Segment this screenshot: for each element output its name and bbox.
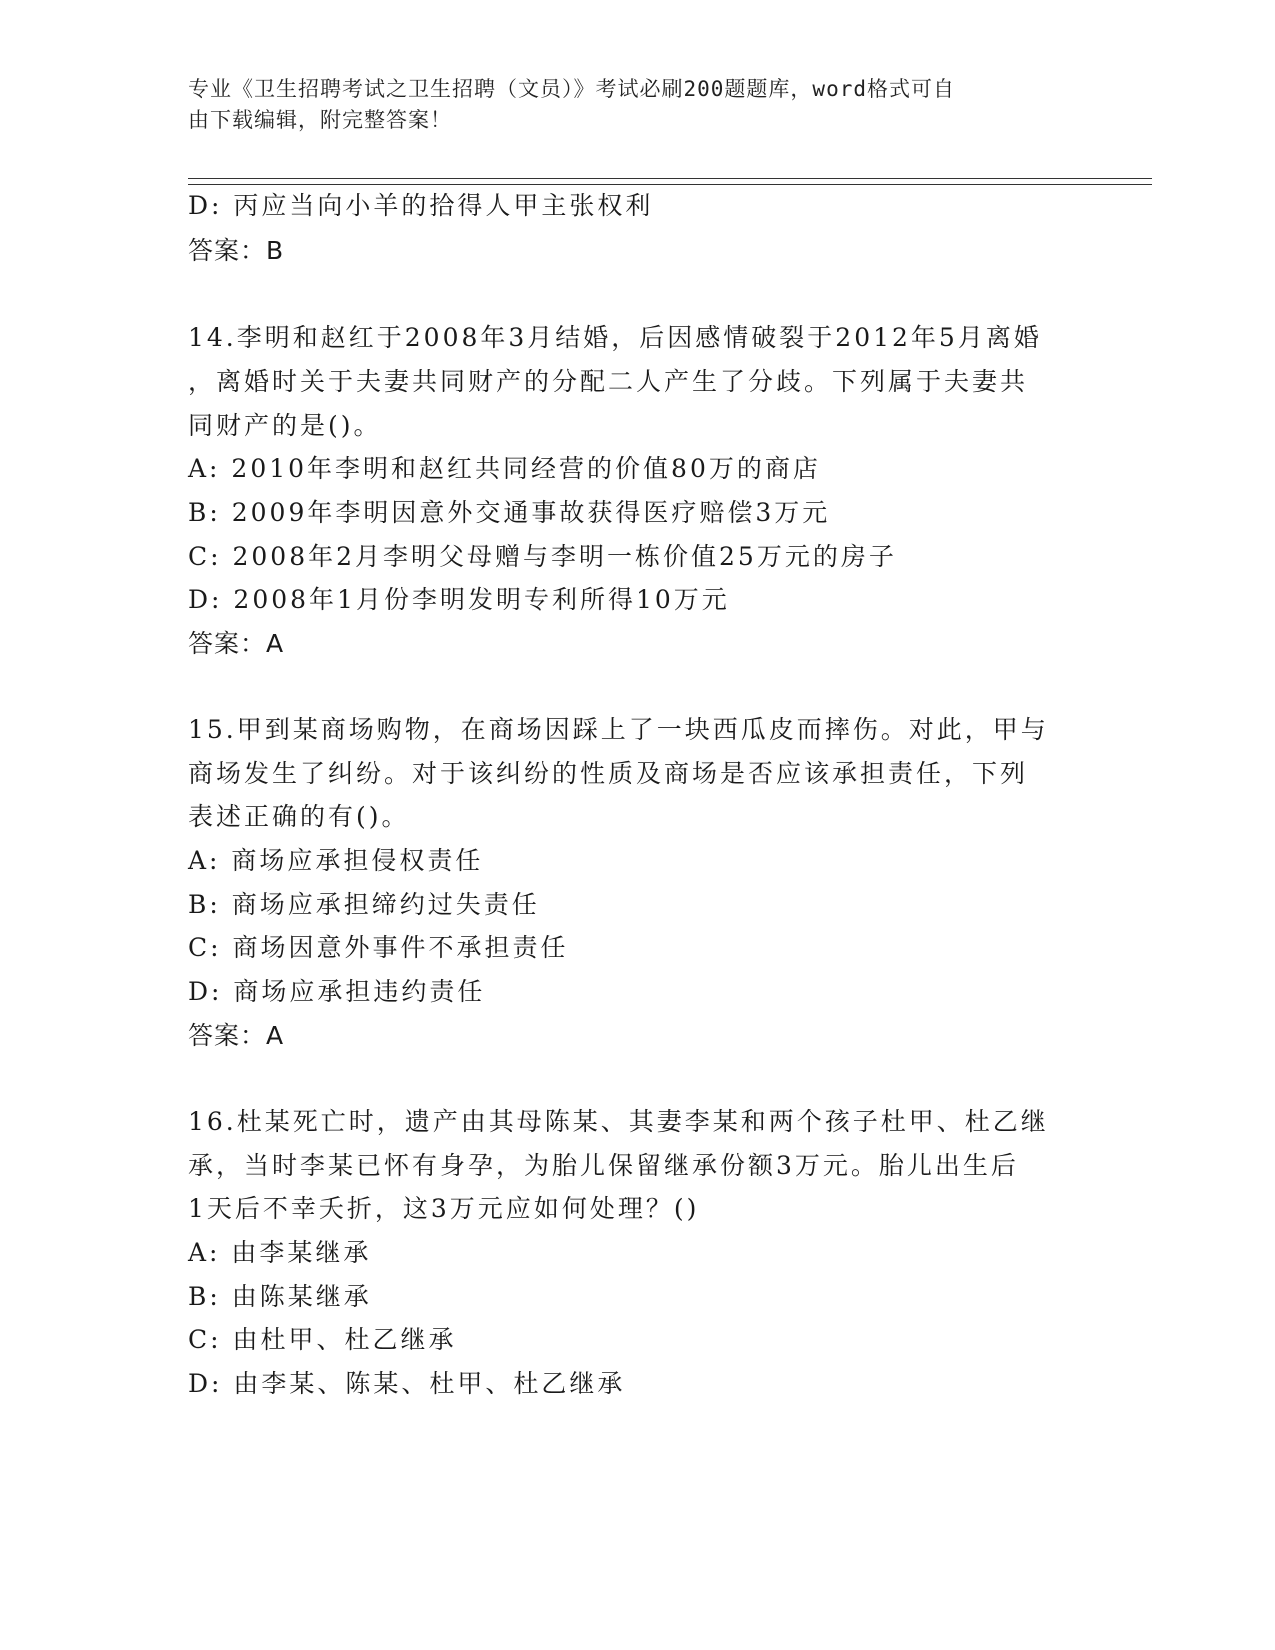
q15-option-c: C: 商场因意外事件不承担责任 bbox=[188, 933, 569, 962]
q13-option-d: D: 丙应当向小羊的拾得人甲主张权利 bbox=[188, 191, 654, 220]
q16-stem-line-1: 16.杜某死亡时，遗产由其母陈某、其妻李某和两个孩子杜甲、杜乙继 bbox=[188, 1107, 1049, 1136]
q13-answer: 答案：B bbox=[188, 236, 285, 265]
q15-answer: 答案：A bbox=[188, 1021, 285, 1050]
document-header bbox=[188, 74, 1068, 136]
q14-option-b: B: 2009年李明因意外交通事故获得医疗赔偿3万元 bbox=[188, 498, 831, 527]
q14-stem-line-1: 14.李明和赵红于2008年3月结婚，后因感情破裂于2012年5月离婚 bbox=[188, 323, 1042, 352]
q16-stem-line-2: 承，当时李某已怀有身孕，为胎儿保留继承份额3万元。胎儿出生后 bbox=[188, 1151, 1019, 1180]
q15-stem-line-1: 15.甲到某商场购物，在商场因踩上了一块西瓜皮而摔伤。对此，甲与 bbox=[188, 715, 1049, 744]
q15-option-d: D: 商场应承担违约责任 bbox=[188, 977, 486, 1006]
q15-stem-line-3: 表述正确的有()。 bbox=[188, 802, 410, 831]
header-line-1: 专业《卫生招聘考试之卫生招聘（文员）》考试必刷200题题库，word格式可自 bbox=[188, 77, 955, 101]
q14-option-d: D: 2008年1月份李明发明专利所得10万元 bbox=[188, 585, 730, 614]
q16-option-a: A: 由李某继承 bbox=[188, 1238, 372, 1267]
q14-option-c: C: 2008年2月李明父母赠与李明一栋价值25万元的房子 bbox=[188, 542, 897, 571]
q14-stem-line-2: ，离婚时关于夫妻共同财产的分配二人产生了分歧。下列属于夫妻共 bbox=[188, 367, 1029, 396]
q14-stem-line-3: 同财产的是()。 bbox=[188, 411, 382, 440]
q15-option-b: B: 商场应承担缔约过失责任 bbox=[188, 890, 540, 919]
header-line-2: 由下载编辑，附完整答案！ bbox=[188, 108, 452, 132]
q15-option-a: A: 商场应承担侵权责任 bbox=[188, 846, 484, 875]
q14-answer: 答案：A bbox=[188, 629, 285, 658]
q15-stem-line-2: 商场发生了纠纷。对于该纠纷的性质及商场是否应该承担责任，下列 bbox=[188, 759, 1029, 788]
q16-stem-line-3: 1天后不幸夭折，这3万元应如何处理？() bbox=[188, 1194, 700, 1223]
header-divider-bottom bbox=[188, 184, 1152, 185]
q16-option-d: D: 由李某、陈某、杜甲、杜乙继承 bbox=[188, 1369, 626, 1398]
q16-option-c: C: 由杜甲、杜乙继承 bbox=[188, 1325, 457, 1354]
header-divider-top bbox=[188, 178, 1152, 179]
q16-option-b: B: 由陈某继承 bbox=[188, 1282, 372, 1311]
q14-option-a: A: 2010年李明和赵红共同经营的价值80万的商店 bbox=[188, 454, 821, 483]
